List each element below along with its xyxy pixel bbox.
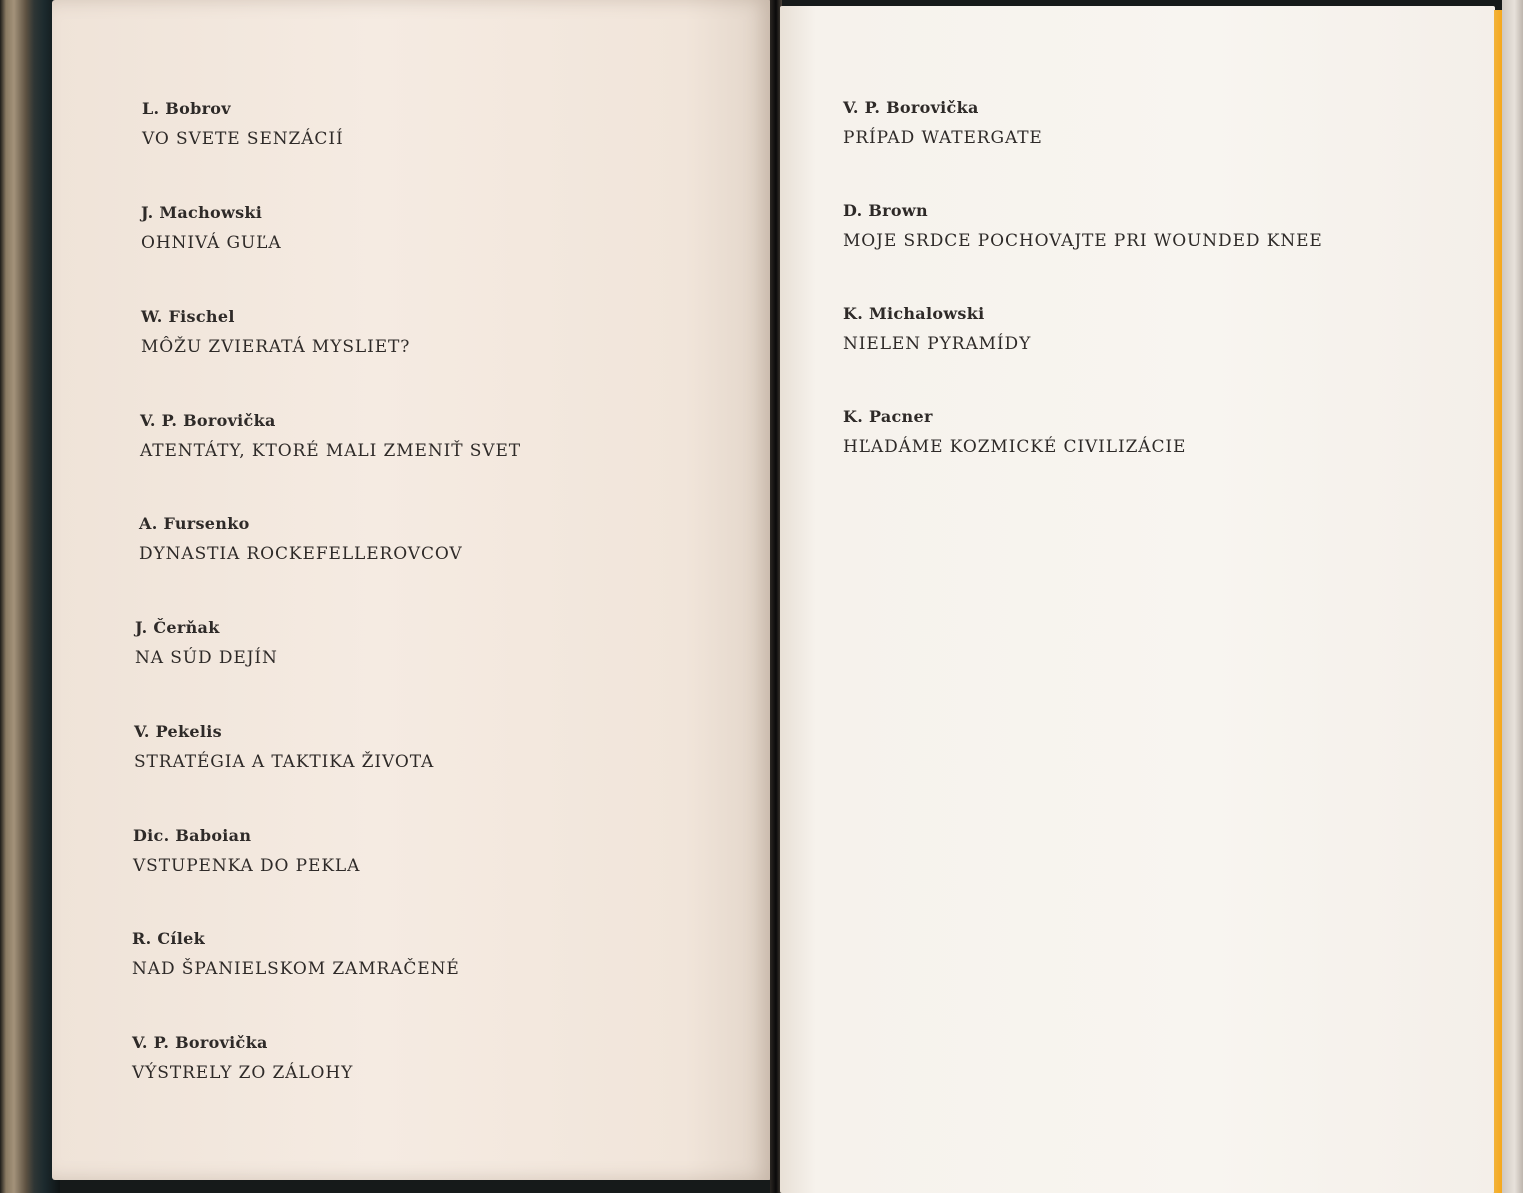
entry-title: VÝSTRELY ZO ZÁLOHY: [132, 1063, 354, 1083]
book-entry: [140, 411, 521, 461]
book-entry: [843, 407, 1186, 457]
book-entry: [134, 722, 434, 772]
entry-author: L. Bobrov: [142, 99, 231, 118]
entry-author: J. Machowski: [141, 203, 263, 222]
entry-author: A. Fursenko: [139, 514, 250, 533]
entry-author: D. Brown: [843, 201, 928, 220]
entry-title: DYNASTIA ROCKEFELLEROVCOV: [139, 544, 463, 564]
entry-title: MÔŽU ZVIERATÁ MYSLIET?: [141, 337, 411, 357]
entry-title: MOJE SRDCE POCHOVAJTE PRI WOUNDED KNEE: [843, 231, 1323, 251]
book-entry: [843, 98, 1043, 148]
right-page: [780, 6, 1495, 1193]
book-entry: [132, 1033, 353, 1083]
book-entry: [135, 618, 278, 668]
entry-author: V. P. Borovička: [843, 98, 979, 117]
entry-title: HĽADÁME KOZMICKÉ CIVILIZÁCIE: [843, 437, 1187, 457]
book-entry: [843, 304, 1031, 354]
entry-author: R. Cílek: [132, 929, 205, 948]
left-page: [52, 0, 772, 1180]
entry-author: V. P. Borovička: [132, 1033, 268, 1052]
book-entry: [141, 307, 410, 357]
page-edge-orange: [1494, 10, 1502, 1193]
book-entry: [133, 826, 360, 876]
book-cover-edge: [1502, 0, 1523, 1193]
entry-author: Dic. Baboian: [133, 826, 252, 845]
entry-author: J. Čerňak: [135, 618, 220, 637]
entry-author: W. Fischel: [141, 307, 235, 326]
entry-title: PRÍPAD WATERGATE: [843, 128, 1043, 148]
entry-title: OHNIVÁ GUĽA: [141, 233, 282, 253]
entry-title: STRATÉGIA A TAKTIKA ŽIVOTA: [134, 752, 435, 772]
book-entry: [843, 201, 1323, 251]
entry-title: VSTUPENKA DO PEKLA: [133, 856, 361, 876]
book-entry: [141, 203, 282, 253]
book-entry: [139, 514, 463, 564]
entry-title: VO SVETE SENZÁCIÍ: [142, 129, 344, 149]
entry-author: V. Pekelis: [134, 722, 222, 741]
entry-title: ATENTÁTY, KTORÉ MALI ZMENIŤ SVET: [140, 441, 522, 461]
entry-title: NAD ŠPANIELSKOM ZAMRAČENÉ: [132, 959, 460, 979]
entry-author: K. Pacner: [843, 407, 933, 426]
entry-author: V. P. Borovička: [140, 411, 276, 430]
entry-title: NIELEN PYRAMÍDY: [843, 334, 1032, 354]
book-entry: [132, 929, 460, 979]
entry-author: K. Michalowski: [843, 304, 985, 323]
book-spine-left: [0, 0, 60, 1193]
entry-title: NA SÚD DEJÍN: [135, 648, 278, 668]
book-entry: [142, 99, 344, 149]
